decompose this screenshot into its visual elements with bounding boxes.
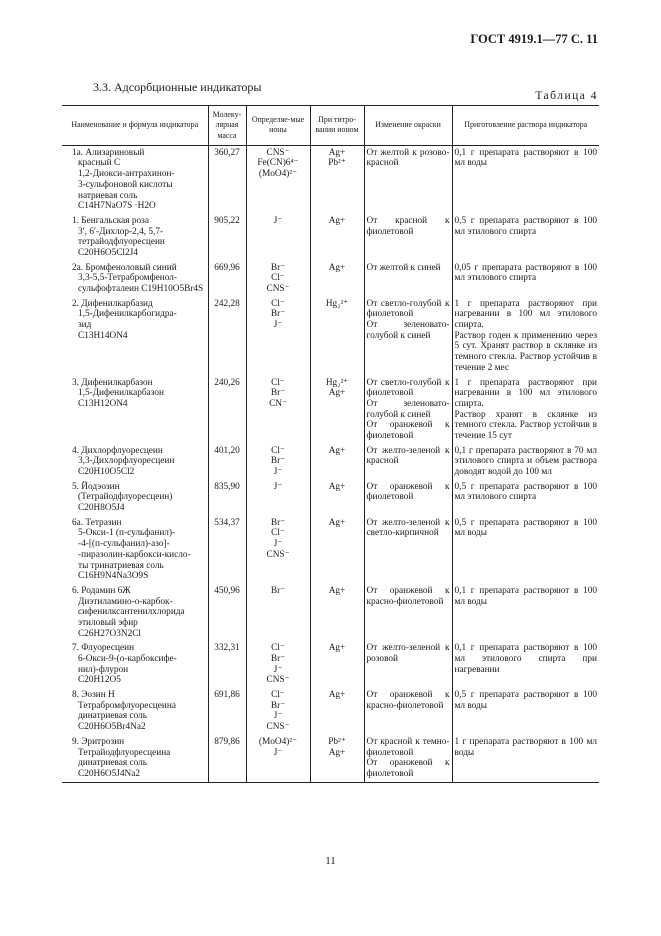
molecular-mass-line: 879,86 xyxy=(214,736,240,747)
column-header: Приготовление раствора индикатора xyxy=(452,106,599,146)
indicator-name-line: динатриевая соль xyxy=(78,758,148,769)
table-row xyxy=(62,145,599,214)
indicator-name-line: динатриевая соль xyxy=(78,711,148,722)
indicator-name-line: 5-Окси-1 (п-сульфанил)- xyxy=(78,528,176,539)
solution-preparation-line: 1 г препарата растворяют при нагревании в 100 мл этилового спирта. xyxy=(454,377,597,409)
determined-ions-line: Br⁻ xyxy=(270,456,286,467)
color-change-line: От красной к фиолетовой xyxy=(366,215,450,237)
molecular-mass xyxy=(208,297,246,376)
color-change xyxy=(364,214,452,261)
solution-preparation-line: 0,1 г препарата растворяют в 100 мл воды xyxy=(454,585,597,607)
titrant-ion-line: Ag+ xyxy=(328,262,346,273)
indicator-name xyxy=(62,261,208,297)
column-header: При титро-вании ионом xyxy=(310,106,364,146)
determined-ions xyxy=(246,214,310,261)
determined-ions-line: Br⁻ xyxy=(270,585,286,596)
determined-ions xyxy=(246,376,310,444)
molecular-mass-line: 360,27 xyxy=(214,147,240,158)
color-change-line: От светло-голубой к фиолетовой xyxy=(366,298,450,320)
indicator-name-line: 9. Эритрозин xyxy=(72,736,125,747)
indicator-name xyxy=(62,444,208,480)
color-change xyxy=(364,145,452,214)
titrant-ion xyxy=(310,297,364,376)
titrant-ion xyxy=(310,641,364,688)
table-row xyxy=(62,641,599,688)
table-row xyxy=(62,214,599,261)
indicator-name-line: 1а. Ализариновый xyxy=(72,147,145,158)
indicator-name-line: 3′, 6′-Дихлор-2,4, 5,7- xyxy=(78,226,164,237)
indicator-name-line: этиловый эфир xyxy=(78,617,138,628)
determined-ions-line: J⁻ xyxy=(273,467,283,478)
table-row xyxy=(62,584,599,641)
table-row xyxy=(62,444,599,480)
determined-ions-line: (MoO4)²⁻ xyxy=(258,169,298,180)
molecular-mass xyxy=(208,444,246,480)
determined-ions-line: CNS⁻ xyxy=(266,549,290,560)
molecular-mass xyxy=(208,376,246,444)
solution-preparation-line: Раствор хранят в склянке из темного стекла. Раствор устойчив в течение 15 сут xyxy=(454,409,597,441)
indicator-name-line: натриевая соль xyxy=(78,190,138,201)
indicator-name-line: C14H7NaO7S ·H2O xyxy=(78,201,156,212)
solution-preparation-line: 0,1 г препарата растворяют в 100 мл воды xyxy=(454,147,597,169)
solution-preparation xyxy=(452,444,599,480)
determined-ions-line: Br⁻ xyxy=(270,700,286,711)
indicator-name-line: C16H9N4Na3O9S xyxy=(78,571,149,582)
color-change-line: От зеленовато-голубой к синей xyxy=(366,320,450,341)
titrant-ion xyxy=(310,444,364,480)
solution-preparation-line: 0,5 г препарата растворяют в 100 мл воды xyxy=(454,517,597,539)
determined-ions xyxy=(246,145,310,214)
table-row xyxy=(62,297,599,376)
indicator-name xyxy=(62,516,208,584)
titrant-ion-line: Ag+ xyxy=(328,388,346,399)
determined-ions xyxy=(246,688,310,735)
indicator-name-line: C20H8O5J4 xyxy=(78,503,125,514)
color-change-line: От зеленовато-голубой к синей xyxy=(366,398,450,420)
molecular-mass-line: 534,37 xyxy=(214,517,240,528)
color-change-line: От оранжевой к фиолетовой xyxy=(366,481,450,503)
solution-preparation-line: 0,1 г препарата растворяют в 70 мл этилового спирта и объем раствора доводят водой до 100 мл xyxy=(454,445,597,478)
titrant-ion-line: Hg₂²⁺ xyxy=(325,298,349,309)
determined-ions-line: J⁻ xyxy=(273,711,283,722)
color-change xyxy=(364,735,452,782)
titrant-ion-line: Ag+ xyxy=(328,215,346,226)
color-change-line: От оранжевой к фиолетовой xyxy=(366,758,450,779)
indicator-name-line: -4-[(п-сульфанил)-азо]- xyxy=(78,539,170,550)
indicator-name-line: Тетрайодфлуоресцеина xyxy=(78,747,171,758)
solution-preparation xyxy=(452,688,599,735)
color-change-line: От желто-зеленой к красной xyxy=(366,445,450,467)
titrant-ion-line: Pb²⁺ xyxy=(328,158,346,169)
determined-ions-line: Br⁻ xyxy=(270,388,286,399)
determined-ions-line: CN⁻ xyxy=(269,398,287,409)
table-row xyxy=(62,516,599,584)
titrant-ion xyxy=(310,376,364,444)
molecular-mass-line: 240,26 xyxy=(214,377,240,388)
determined-ions-line: Fe(CN)6⁴⁻ xyxy=(257,158,299,169)
indicator-name-line: 1,5-Дифенилкарбазон xyxy=(78,388,165,399)
column-header: Молеку-лярная масса xyxy=(208,106,246,146)
titrant-ion-line: Ag+ xyxy=(328,643,346,654)
titrant-ion xyxy=(310,688,364,735)
indicator-name xyxy=(62,641,208,688)
page-header: ГОСТ 4919.1—77 С. 11 xyxy=(470,32,598,46)
titrant-ion-line: Ag+ xyxy=(328,445,346,456)
indicator-name-line: C20H12O5 xyxy=(78,675,121,686)
molecular-mass-line: 691,86 xyxy=(214,690,240,701)
color-change-line: От желтой к синей xyxy=(366,262,441,273)
titrant-ion-line: Hg₂²⁺ xyxy=(325,377,349,388)
solution-preparation-line: 1 г препарата растворяют при нагревании в 100 мл этилового спирта. xyxy=(454,298,597,331)
indicator-name xyxy=(62,145,208,214)
titrant-ion xyxy=(310,145,364,214)
indicator-name-line: C13H14ON4 xyxy=(78,330,128,341)
color-change-line: От желтой к розово-красной xyxy=(366,147,450,169)
titrant-ion xyxy=(310,261,364,297)
determined-ions xyxy=(246,261,310,297)
determined-ions-line: Br⁻ xyxy=(270,517,286,528)
molecular-mass xyxy=(208,214,246,261)
table-header-row xyxy=(62,106,599,146)
molecular-mass xyxy=(208,261,246,297)
indicator-name-line: 6а. Тетразин xyxy=(72,517,122,528)
indicator-name-line: (Тетрайодфлуоресцеин) xyxy=(78,492,173,503)
indicator-name xyxy=(62,376,208,444)
color-change-line: От оранжевой к фиолетовой xyxy=(366,420,450,441)
titrant-ion-line: Ag+ xyxy=(328,147,346,158)
solution-preparation xyxy=(452,641,599,688)
indicator-name-line: C20H6O5Br4Na2 xyxy=(78,722,146,733)
solution-preparation xyxy=(452,516,599,584)
table-row xyxy=(62,735,599,782)
determined-ions-line: Cl⁻ xyxy=(271,273,285,284)
indicator-name-line: нил)-флурон xyxy=(78,664,129,675)
determined-ions-line: Cl⁻ xyxy=(271,445,285,456)
molecular-mass-line: 332,31 xyxy=(214,643,240,654)
molecular-mass xyxy=(208,688,246,735)
titrant-ion-line: Ag+ xyxy=(328,481,346,492)
solution-preparation xyxy=(452,735,599,782)
titrant-ion xyxy=(310,214,364,261)
indicator-name-line: 3,3-5,5-Тетрабромфенол- xyxy=(78,273,177,284)
titrant-ion-line: Pb²⁺ xyxy=(328,736,346,747)
determined-ions-line: Cl⁻ xyxy=(271,377,285,388)
solution-preparation xyxy=(452,584,599,641)
indicator-name-line: 5. Йодэозин xyxy=(72,481,120,492)
indicator-name-line: тетрайодфлуоресцеин xyxy=(78,237,165,248)
solution-preparation-line: 0,5 г препарата растворяют в 100 мл этилового спирта xyxy=(454,481,597,503)
indicator-name-line: 6-Окси-9-(о-карбоксифе- xyxy=(78,654,177,665)
indicator-name-line: 1,5-Дифенилкарбогидра- xyxy=(78,309,177,320)
table-row xyxy=(62,480,599,516)
indicator-name xyxy=(62,584,208,641)
titrant-ion-line: Ag+ xyxy=(328,690,346,701)
molecular-mass xyxy=(208,145,246,214)
solution-preparation xyxy=(452,145,599,214)
indicator-name-line: C20H6O5J4Na2 xyxy=(78,768,140,779)
color-change xyxy=(364,480,452,516)
color-change-line: От желто-зеленой к светло-кирпичной xyxy=(366,517,450,539)
determined-ions-line: CNS⁻ xyxy=(266,722,290,733)
indicator-name-line: C13H12ON4 xyxy=(78,398,128,409)
color-change xyxy=(364,688,452,735)
indicator-name-line: 7. Флуоресцеин xyxy=(72,643,135,654)
determined-ions xyxy=(246,516,310,584)
determined-ions-line: J⁻ xyxy=(273,539,283,550)
solution-preparation xyxy=(452,376,599,444)
determined-ions-line: J⁻ xyxy=(273,664,283,675)
solution-preparation xyxy=(452,214,599,261)
solution-preparation-line: Раствор годен к применению через 5 сут. Хранят раствор в склянке из темного стекла. Раствор устойчив в течение 2 мес xyxy=(454,330,597,373)
color-change xyxy=(364,584,452,641)
solution-preparation xyxy=(452,297,599,376)
determined-ions xyxy=(246,297,310,376)
indicators-table xyxy=(62,105,599,783)
determined-ions-line: Cl⁻ xyxy=(271,528,285,539)
color-change xyxy=(364,444,452,480)
molecular-mass-line: 450,96 xyxy=(214,585,240,596)
section-title: 3.3. Адсорбционные индикаторы xyxy=(93,80,262,94)
determined-ions-line: CNS⁻ xyxy=(266,147,290,158)
column-header: Изменение окраски xyxy=(364,106,452,146)
titrant-ion xyxy=(310,480,364,516)
determined-ions-line: J⁻ xyxy=(273,747,283,758)
molecular-mass xyxy=(208,641,246,688)
determined-ions-line: CNS⁻ xyxy=(266,675,290,686)
molecular-mass xyxy=(208,584,246,641)
solution-preparation xyxy=(452,261,599,297)
table-label: Таблица 4 xyxy=(535,90,598,102)
color-change-line: От светло-голубой к фиолетовой xyxy=(366,377,450,399)
titrant-ion-line: Ag+ xyxy=(328,517,346,528)
determined-ions-line: Cl⁻ xyxy=(271,690,285,701)
molecular-mass-line: 835,90 xyxy=(214,481,240,492)
color-change xyxy=(364,641,452,688)
determined-ions xyxy=(246,480,310,516)
indicator-name-line: 2. Дифенилкарбазид xyxy=(72,298,153,309)
indicator-name xyxy=(62,297,208,376)
determined-ions xyxy=(246,584,310,641)
determined-ions-line: Cl⁻ xyxy=(271,643,285,654)
molecular-mass xyxy=(208,480,246,516)
molecular-mass-line: 669,96 xyxy=(214,262,240,273)
indicator-name-line: 1. Бенгальская роза xyxy=(72,215,149,226)
color-change xyxy=(364,376,452,444)
solution-preparation-line: 1 г препарата растворяют в 100 мл воды xyxy=(454,736,597,758)
color-change xyxy=(364,297,452,376)
determined-ions-line: J⁻ xyxy=(273,215,283,226)
determined-ions xyxy=(246,735,310,782)
molecular-mass-line: 242,28 xyxy=(214,298,240,309)
table-row xyxy=(62,688,599,735)
indicator-name-line: 8. Эозин Н xyxy=(72,690,115,701)
indicator-name-line: ты тринатриевая соль xyxy=(78,560,164,571)
color-change-line: От красной к темно-фиолетовой xyxy=(366,736,450,758)
indicator-name-line: Диэтиламино-о-карбок- xyxy=(78,596,173,607)
molecular-mass-line: 401,20 xyxy=(214,445,240,456)
column-header: Определяе-мые ионы xyxy=(246,106,310,146)
determined-ions-line: CNS⁻ xyxy=(266,284,290,295)
indicator-name-line: 3,3-Дихлорфлуоресцеин xyxy=(78,456,175,467)
titrant-ion-line: Ag+ xyxy=(328,747,346,758)
color-change xyxy=(364,516,452,584)
titrant-ion xyxy=(310,735,364,782)
titrant-ion-line: Ag+ xyxy=(328,585,346,596)
color-change-line: От оранжевой к красно-фиолетовой xyxy=(366,690,450,711)
molecular-mass-line: 905,22 xyxy=(214,215,240,226)
indicator-name-line: 4. Дихлорфлуоресцеин xyxy=(72,445,163,456)
solution-preparation-line: 0,05 г препарата растворяют в 100 мл этилового спирта xyxy=(454,262,597,284)
indicator-name-line: 1,2-Диокси-антрахинон- xyxy=(78,169,175,180)
indicator-name-line: 2а. Бромфеноловый синий xyxy=(72,262,177,273)
indicator-name-line: Тетрабромфлуоресцеина xyxy=(78,700,176,711)
determined-ions-line: Br⁻ xyxy=(270,262,286,273)
indicator-name-line: C20H6O5Cl2J4 xyxy=(78,247,138,258)
indicator-name-line: 3. Дифенилкарбазон xyxy=(72,377,153,388)
indicator-name-line: красный С xyxy=(78,158,121,169)
indicator-name xyxy=(62,735,208,782)
indicator-name xyxy=(62,480,208,516)
page-number: 11 xyxy=(325,855,336,867)
color-change-line: От желто-зеленой к розовой xyxy=(366,643,450,665)
determined-ions-line: Br⁻ xyxy=(270,654,286,665)
indicator-name-line: C20H10O5Cl2 xyxy=(78,467,135,478)
determined-ions-line: Br⁻ xyxy=(270,309,286,320)
solution-preparation-line: 0,5 г препарата растворяют в 100 мл воды xyxy=(454,690,597,711)
table-row xyxy=(62,261,599,297)
color-change xyxy=(364,261,452,297)
indicator-name-line: 3-сульфоновой кислоты xyxy=(78,179,173,190)
determined-ions-line: J⁻ xyxy=(273,320,283,331)
determined-ions-line: J⁻ xyxy=(273,481,283,492)
indicator-name-line: сульфофталеин C19H10O5Br4S xyxy=(78,284,204,295)
determined-ions-line: (MoO4)²⁻ xyxy=(258,736,298,747)
solution-preparation-line: 0,5 г препарата растворяют в 100 мл этилового спирта xyxy=(454,215,597,237)
titrant-ion xyxy=(310,516,364,584)
indicator-name-line: -пиразолин-карбокси-кисло- xyxy=(78,549,191,560)
table-row xyxy=(62,376,599,444)
determined-ions xyxy=(246,444,310,480)
indicator-name-line: зид xyxy=(78,320,92,331)
color-change-line: От оранжевой к красно-фиолетовой xyxy=(366,585,450,607)
column-header: Наименование и формула индикатора xyxy=(62,106,208,146)
indicator-name xyxy=(62,688,208,735)
indicator-name-line: C26H27O3N2Cl xyxy=(78,628,142,639)
determined-ions xyxy=(246,641,310,688)
titrant-ion xyxy=(310,584,364,641)
solution-preparation-line: 0,1 г препарата растворяют в 100 мл этилового спирта при нагревании xyxy=(454,643,597,675)
indicator-name-line: сифенилксантенилхлорида xyxy=(78,607,185,618)
indicator-name-line: 6. Родамин 6Ж xyxy=(72,585,131,596)
molecular-mass xyxy=(208,735,246,782)
molecular-mass xyxy=(208,516,246,584)
determined-ions-line: Cl⁻ xyxy=(271,298,285,309)
indicator-name xyxy=(62,214,208,261)
solution-preparation xyxy=(452,480,599,516)
